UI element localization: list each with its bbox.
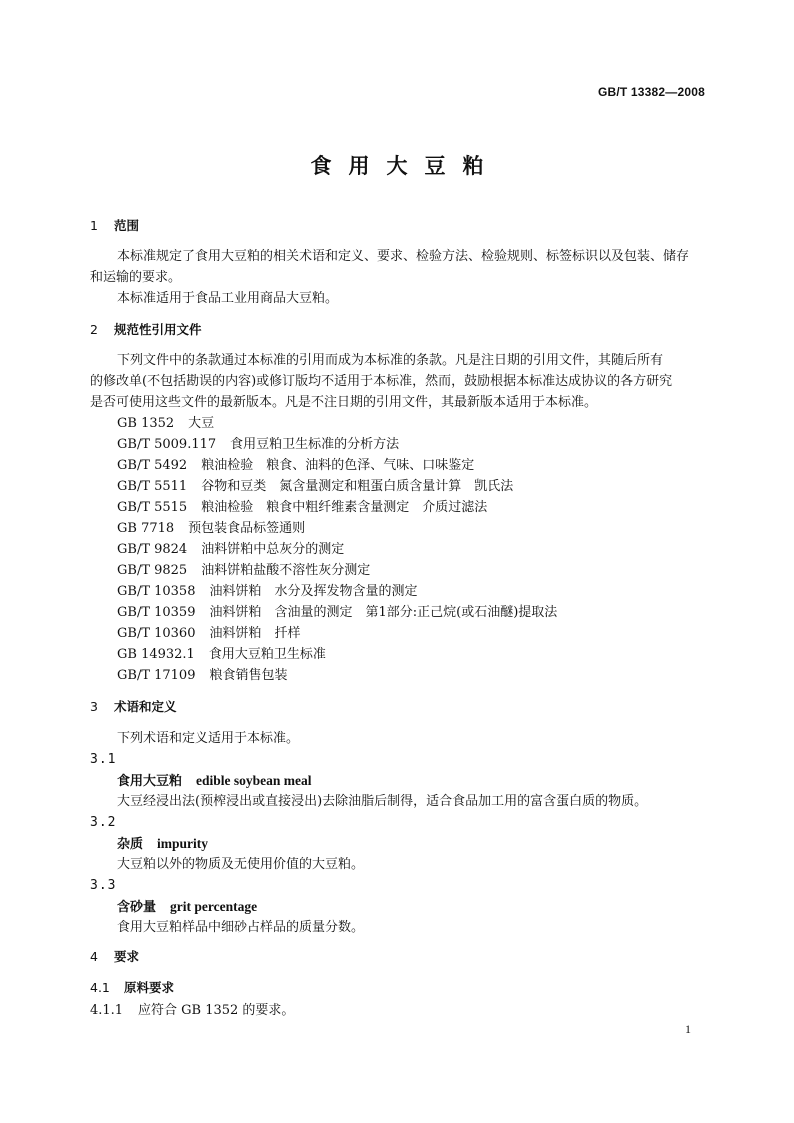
section-title: 要求 [114,949,140,964]
term-zh: 杂质 [117,837,144,852]
reference-item [117,669,288,682]
reference-code: GB/T 9824 [117,542,188,557]
reference-title: 谷物和豆类 氮含量测定和粗蛋白质含量计算 凯氏法 [201,479,514,494]
paragraph: 下列文件中的条款通过本标准的引用而成为本标准的条款。凡是注日期的引用文件，其随后所有 [117,353,664,368]
reference-title: 油料饼粕盐酸不溶性灰分测定 [201,563,371,578]
reference-title: 大豆 [188,416,215,431]
section-number: 3 [90,699,98,714]
term-zh: 含砂量 [117,900,157,915]
reference-item [117,417,214,430]
reference-code: GB/T 5515 [117,500,188,515]
section-number: 1 [90,218,98,233]
section-number: 2 [90,322,98,337]
term-en: impurity [157,836,209,851]
subsection-title: 原料要求 [124,980,175,995]
term-heading [117,900,257,914]
reference-title: 粮油检验 粮食中粗纤维素含量测定 介质过滤法 [201,500,488,515]
section-title: 范围 [114,218,140,233]
term-heading [117,837,208,851]
paragraph: 的修改单(不包括勘误的内容)或修订版均不适用于本标准，然而，鼓励根据本标准达成协议的各方研究 [90,374,673,389]
standard-code: GB/T 13382—2008 [597,85,705,99]
reference-item [117,648,326,661]
reference-code: GB/T 5492 [117,458,188,473]
reference-code: GB/T 17109 [117,668,196,683]
reference-title: 油料饼粕中总灰分的测定 [201,542,345,557]
reference-code: GB/T 10360 [117,626,196,641]
paragraph: 和运输的要求。 [90,270,182,285]
document-title: 食用大豆粕 [310,153,501,178]
reference-title: 油料饼粕 水分及挥发物含量的测定 [209,584,418,599]
reference-code: GB 1352 [117,416,175,431]
reference-title: 油料饼粕 扦样 [209,626,301,641]
paragraph: 下列术语和定义适用于本标准。 [117,731,300,746]
reference-item [117,606,557,619]
section-4-heading [90,951,139,964]
section-2-heading [90,324,202,337]
term-zh: 食用大豆粕 [117,774,183,789]
reference-item [117,438,399,451]
paragraph: 本标准适用于食品工业用商品大豆粕。 [117,291,339,306]
section-1-heading [90,220,139,233]
reference-code: GB/T 9825 [117,563,188,578]
reference-code: GB 7718 [117,521,175,536]
term-en: edible soybean meal [196,773,312,788]
clause-number: 4.1.1 [90,1003,124,1018]
section-3-heading [90,701,177,714]
paragraph: 是否可使用这些文件的最新版本。凡是不注日期的引用文件，其最新版本适用于本标准。 [90,395,598,410]
reference-title: 食用豆粕卫生标准的分析方法 [230,437,400,452]
reference-item [117,564,370,577]
clause-number: 3.3 [90,878,117,893]
term-definition: 食用大豆粕样品中细砂占样品的质量分数。 [117,920,365,935]
paragraph: 本标准规定了食用大豆粕的相关术语和定义、要求、检验方法、检验规则、标签标识以及包装、储存 [117,249,690,264]
term-definition: 大豆经浸出法(预榨浸出或直接浸出)去除油脂后制得，适合食品加工用的富含蛋白质的物质。 [117,794,648,809]
section-number: 4 [90,949,98,964]
reference-code: GB/T 5511 [117,479,188,494]
reference-item [117,501,487,514]
reference-code: GB/T 5009.117 [117,437,217,452]
reference-title: 粮油检验 粮食、油料的色泽、气味、口味鉴定 [201,458,475,473]
reference-item [117,459,474,472]
clause-text: 应符合 GB 1352 的要求。 [138,1003,295,1018]
clause-number: 3.1 [90,752,117,767]
reference-item [117,480,513,493]
reference-item [117,585,418,598]
reference-item [117,543,344,556]
reference-code: GB/T 10359 [117,605,196,620]
reference-title: 预包装食品标签通则 [188,521,306,536]
clause-number: 3.2 [90,815,117,830]
section-title: 规范性引用文件 [114,322,202,337]
reference-code: GB 14932.1 [117,647,195,662]
term-en: grit percentage [170,899,258,914]
reference-item [117,522,305,535]
term-definition: 大豆粕以外的物质及无使用价值的大豆粕。 [117,857,365,872]
reference-title: 食用大豆粕卫生标准 [208,647,326,662]
subsection-heading [90,982,174,995]
section-title: 术语和定义 [114,699,177,714]
reference-code: GB/T 10358 [117,584,196,599]
reference-title: 油料饼粕 含油量的测定 第1部分:正己烷(或石油醚)提取法 [209,605,558,620]
term-heading [117,774,312,788]
subsection-number: 4.1 [90,980,110,995]
reference-title: 粮食销售包装 [209,668,288,683]
clause-item [90,1004,294,1017]
page-number: 1 [685,1022,691,1036]
reference-item [117,627,301,640]
